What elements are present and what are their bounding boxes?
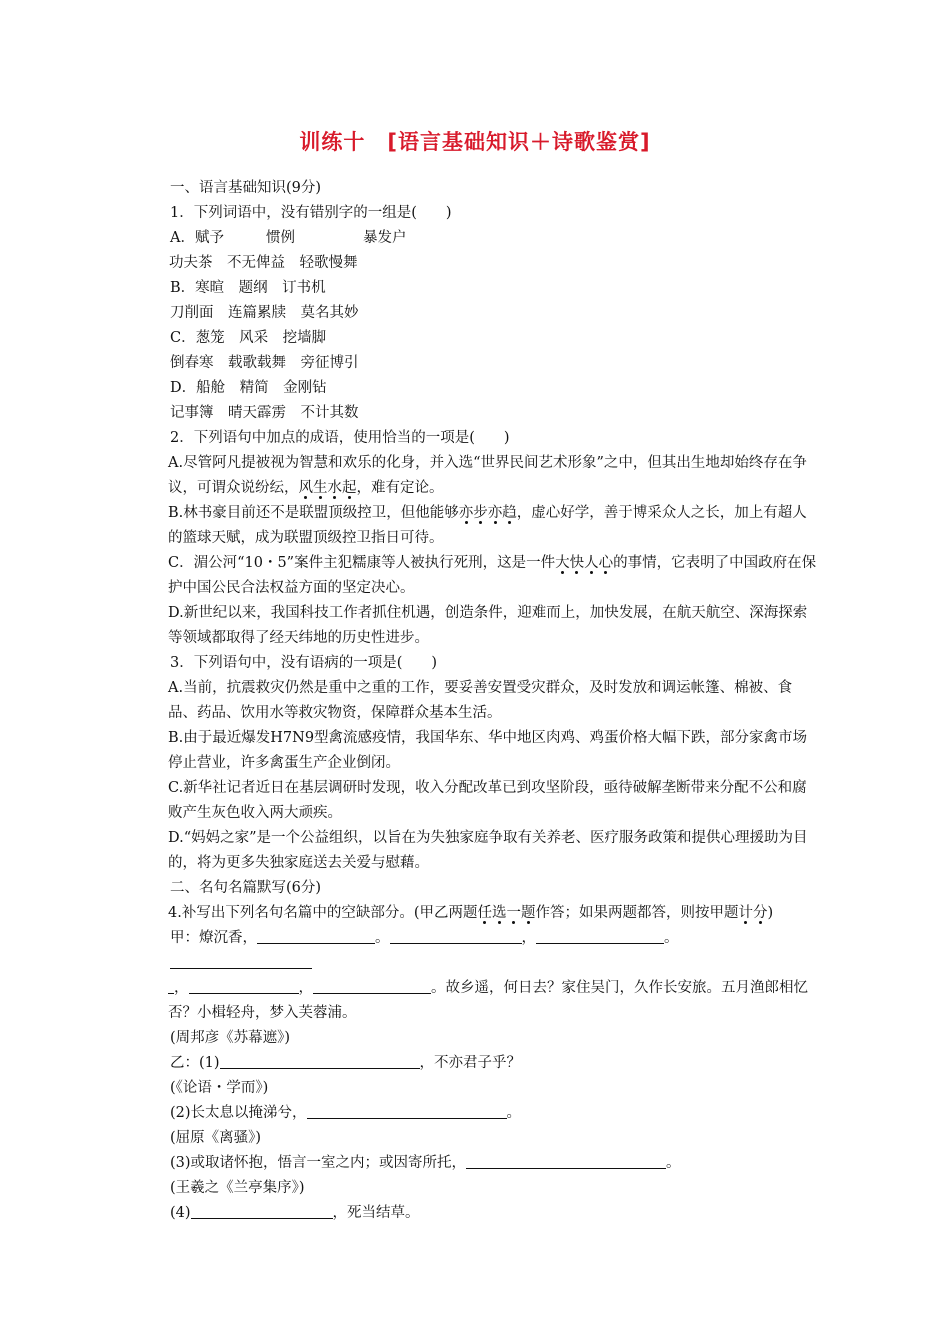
q4-yi-2 [170,1101,815,1126]
q4-stem-mid: 作答；如果两题都答，则按甲题 [535,905,739,921]
q1-option-d-line1: D．船舱 精简 金刚钻 [170,380,327,396]
q4-jia-line1 [170,926,815,976]
answer-blank[interactable] [536,927,664,944]
emphasis-dot-char: 生 [313,480,328,496]
emphasis-dot-char: 亦 [487,505,503,521]
answer-blank[interactable] [390,927,522,944]
q4-yi1-lead: 乙：(1) [170,1055,220,1071]
answer-blank[interactable] [307,1102,507,1119]
q2-option-d: D.新世纪以来，我国科技工作者抓住机遇，创造条件，迎难而上，加快发展，在航天航空、深海探索等领域都取得了经天纬地的历史性进步。 [168,605,808,646]
q2-a-text: A.尽管阿凡提被视为智慧和欢乐的化身，并入选“世界民间艺术形象”之中，但其出生地却始终存在争议，可谓众说纷纭， [168,455,807,496]
emphasis-dot-char: 起 [342,480,357,496]
q4-yi3-lead: (3)或取诸怀抱，悟言一室之内；或因寄所托， [170,1155,467,1171]
q4-jia-punct1: 。 [375,930,390,946]
q4-jia-line2 [168,976,818,1026]
q2-b-text: B.林书豪目前还不是联盟顶级控卫，但他能够 [168,505,459,521]
q2-c-tail: 的事情，它表明了中国政府在保护中国公民合法权益方面的坚定决心。 [168,555,817,596]
q4-jia-punct3: 。 [664,930,679,946]
q1-option-d-line2: 记事簿 晴天霹雳 不计其数 [170,405,359,421]
emphasis-dot-char: 分 [753,905,768,921]
q4-yi2-lead: (2)长太息以掩涕兮， [170,1105,307,1121]
q4-jia-text: 。故乡遥，何日去？家住吴门，久作长安旅。五月渔郎相忆否？小楫轻舟，梦入芙蓉浦。 [168,980,808,1021]
q4-yi2-tail: 。 [506,1105,522,1121]
q3-option-b: B.由于最近爆发H7N9型禽流感疫情，我国华东、华中地区肉鸡、鸡蛋价格大幅下跌，部分家禽市场停止营业，许多禽蛋生产企业倒闭。 [168,730,808,771]
q1-option-c-line2: 倒春寒 载歌载舞 旁征博引 [170,355,359,371]
answer-blank[interactable] [191,1202,333,1219]
emphasis-dot-char: 大 [555,555,570,571]
q3-option-a: A.当前，抗震救灾仍然是重中之重的工作，要妥善安置受灾群众，及时发放和调运帐篷、棉被、食品、药品、饮用水等救灾物资，保障群众基本生活。 [168,680,793,721]
document-body [170,176,815,1226]
q4-stem-end: ) [767,905,774,921]
emphasis-dot-char: 人 [584,555,599,571]
q4-yi-1-source: (《论语・学而》) [170,1080,269,1096]
answer-blank[interactable] [313,977,431,994]
section-heading-language: 一、语言基础知识(9分) [170,180,322,196]
q4-yi-1 [170,1051,815,1076]
q2-option-c [168,551,818,601]
q4-jia-source: (周邦彦《苏幕遮》) [170,1030,291,1046]
emphasis-dot-char: 趋 [502,505,517,521]
q4-yi-2-source: (屈原《离骚》) [170,1130,262,1146]
q3-option-d: D.“妈妈之家”是一个公益组织，以旨在为失独家庭争取有关养老、医疗服务政策和提供心理援助为目的，将为更多失独家庭送去关爱与慰藉。 [168,830,808,871]
emphasis-dot-char: 选 [492,905,507,921]
q4-yi4-lead: (4) [170,1205,191,1221]
q1-a-word1: A．赋予 [170,230,224,246]
q1-a-word3: 暴发户 [362,230,407,246]
q2-a-dotted-idiom [299,480,357,496]
q1-option-b-line2: 刀削面 连篇累牍 莫名其妙 [170,305,359,321]
q4-yi4-tail: ，死当结草。 [332,1205,420,1221]
question-1-stem: 1．下列词语中，没有错别字的一组是( ) [170,205,452,221]
emphasis-dot-char: 一 [506,905,521,921]
q1-option-b-line1: B．寒暄 题纲 订书机 [170,280,326,296]
q4-stem-text: 4.补写出下列名句名篇中的空缺部分。(甲乙两题 [168,905,478,921]
emphasis-dot-char: 心 [598,555,614,571]
q4-yi3-tail: 。 [666,1155,681,1171]
q4-jia-lead: 甲：燎沉香， [170,930,257,946]
emphasis-dot-char: 风 [298,480,313,496]
q2-c-dotted-idiom [555,555,613,571]
q4-jia-punct4: ， [174,980,189,996]
answer-blank[interactable] [257,927,375,944]
page-title: 训练十 [语言基础知识＋诗歌鉴赏] [299,130,651,154]
q1-a-word2: 惯例 [265,230,295,246]
section-heading-recitation: 二、名句名篇默写(6分) [170,880,322,896]
answer-blank[interactable] [220,1052,420,1069]
emphasis-dot-char: 题 [521,905,536,921]
q4-stem-dotted-1 [478,905,536,921]
q4-stem-dotted-2 [739,905,768,921]
q4-jia-punct5: ， [298,980,313,996]
answer-blank[interactable] [189,977,299,994]
answer-blank[interactable] [170,952,312,969]
emphasis-dot-char: 亦 [458,505,474,521]
q2-b-tail: ，虚心好学，善于博采众人之长，加上有超人的篮球天赋，成为联盟顶级控卫指日可待。 [168,505,807,546]
q1-option-a-line2: 功夫茶 不无俾益 轻歌慢舞 [169,255,358,271]
q4-yi-3 [170,1151,815,1176]
q4-yi-3-source: (王羲之《兰亭集序》) [170,1180,305,1196]
emphasis-dot-char: 水 [327,480,342,496]
emphasis-dot-char: 步 [473,505,488,521]
question-2-stem: 2．下列语句中加点的成语，使用恰当的一项是( ) [170,430,510,446]
emphasis-dot-char: 任 [477,905,492,921]
q4-jia-punct2: ， [521,930,536,946]
q1-option-a-line1 [170,226,815,251]
q2-option-a [168,451,818,501]
q1-option-c-line1: C．葱笼 风采 挖墙脚 [170,330,327,346]
emphasis-dot-char: 快 [569,555,585,571]
q2-a-tail: ，难有定论。 [356,480,444,496]
question-4-stem [168,901,818,926]
q4-yi-4 [170,1201,815,1226]
q2-option-b [168,501,818,551]
q2-b-dotted-idiom [459,505,517,521]
q3-option-c: C.新华社记者近日在基层调研时发现，收入分配改革已到攻坚阶段，亟待破解垄断带来分配不公和腐败产生灰色收入两大顽疾。 [168,780,807,821]
emphasis-dot-char: 计 [738,905,753,921]
q2-c-text: C．湄公河“10・5”案件主犯糯康等人被执行死刑，这是一件 [168,555,556,571]
q4-yi1-tail: ，不亦君子乎？ [419,1055,522,1071]
question-3-stem: 3．下列语句中，没有语病的一项是( ) [170,655,438,671]
answer-blank[interactable] [466,1152,666,1169]
